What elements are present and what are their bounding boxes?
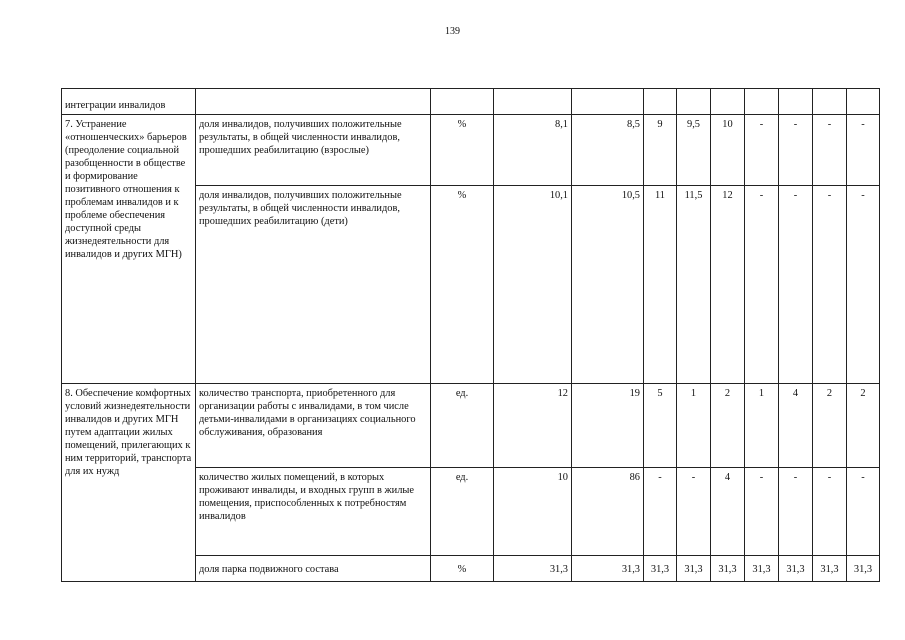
value-cell: [779, 89, 813, 115]
value-cell: 31,3: [644, 556, 677, 582]
value-cell: -: [847, 468, 880, 556]
value-cell: 10: [711, 115, 745, 186]
value-cell: 10: [494, 468, 572, 556]
unit-cell: [431, 89, 494, 115]
value-cell: 1: [745, 384, 779, 468]
measure-name-cell: 8. Обеспечение комфортных условий жизнедеятельности инвалидов и других МГН путем адаптации жилых помещений, прилегающих к ним территорий, транспорта для их нужд: [62, 384, 196, 582]
value-cell: 8,1: [494, 115, 572, 186]
value-cell: [677, 89, 711, 115]
value-cell: -: [813, 186, 847, 384]
indicator-cell: доля инвалидов, получивших положительные результаты, в общей численности инвалидов, прошедших реабилитацию (дети): [196, 186, 431, 384]
value-cell: [745, 89, 779, 115]
value-cell: 31,3: [847, 556, 880, 582]
indicator-cell: доля парка подвижного состава: [196, 556, 431, 582]
value-cell: -: [779, 468, 813, 556]
value-cell: -: [813, 115, 847, 186]
table-row: [62, 115, 880, 186]
unit-cell: %: [431, 556, 494, 582]
value-cell: -: [813, 468, 847, 556]
value-cell: 31,3: [572, 556, 644, 582]
value-cell: [494, 89, 572, 115]
value-cell: -: [677, 468, 711, 556]
table-row: [62, 89, 880, 115]
value-cell: 31,3: [677, 556, 711, 582]
value-cell: 2: [813, 384, 847, 468]
measure-name-cell: 7. Устранение «отношенческих» барьеров (преодоление социальной разобщенности в обществе и формирование позитивного отношения к проблемам инвалидов и к проблеме обеспечения доступной среды жизнедеятельности для инвалидов и других МГН): [62, 115, 196, 384]
value-cell: 4: [711, 468, 745, 556]
value-cell: [711, 89, 745, 115]
value-cell: 31,3: [779, 556, 813, 582]
value-cell: 31,3: [711, 556, 745, 582]
value-cell: 12: [494, 384, 572, 468]
value-cell: 12: [711, 186, 745, 384]
unit-cell: ед.: [431, 384, 494, 468]
table-row: [62, 384, 880, 468]
value-cell: 31,3: [494, 556, 572, 582]
indicator-cell: количество транспорта, приобретенного для организации работы с инвалидами, в том числе детьми-инвалидами в организациях социального обслуживания, образования: [196, 384, 431, 468]
measure-name-cell: интеграции инвалидов: [62, 89, 196, 115]
value-cell: 31,3: [745, 556, 779, 582]
value-cell: -: [745, 468, 779, 556]
indicators-table: [61, 88, 880, 582]
value-cell: 1: [677, 384, 711, 468]
value-cell: 4: [779, 384, 813, 468]
value-cell: -: [745, 186, 779, 384]
value-cell: -: [745, 115, 779, 186]
indicator-cell: количество жилых помещений, в которых проживают инвалиды, и входных групп в жилые помещения, приспособленных к потребностям инвалидов: [196, 468, 431, 556]
value-cell: [644, 89, 677, 115]
value-cell: [847, 89, 880, 115]
value-cell: 31,3: [813, 556, 847, 582]
value-cell: [572, 89, 644, 115]
unit-cell: %: [431, 186, 494, 384]
indicator-cell: [196, 89, 431, 115]
value-cell: 8,5: [572, 115, 644, 186]
unit-cell: ед.: [431, 468, 494, 556]
value-cell: 2: [847, 384, 880, 468]
value-cell: -: [847, 115, 880, 186]
value-cell: [813, 89, 847, 115]
value-cell: 86: [572, 468, 644, 556]
value-cell: 9,5: [677, 115, 711, 186]
value-cell: 11: [644, 186, 677, 384]
value-cell: -: [779, 115, 813, 186]
unit-cell: %: [431, 115, 494, 186]
value-cell: 11,5: [677, 186, 711, 384]
value-cell: 5: [644, 384, 677, 468]
value-cell: -: [644, 468, 677, 556]
page-number: 139: [445, 26, 460, 37]
value-cell: -: [779, 186, 813, 384]
indicator-cell: доля инвалидов, получивших положительные результаты, в общей численности инвалидов, прошедших реабилитацию (взрослые): [196, 115, 431, 186]
value-cell: 2: [711, 384, 745, 468]
value-cell: 19: [572, 384, 644, 468]
value-cell: 10,1: [494, 186, 572, 384]
value-cell: -: [847, 186, 880, 384]
value-cell: 9: [644, 115, 677, 186]
value-cell: 10,5: [572, 186, 644, 384]
